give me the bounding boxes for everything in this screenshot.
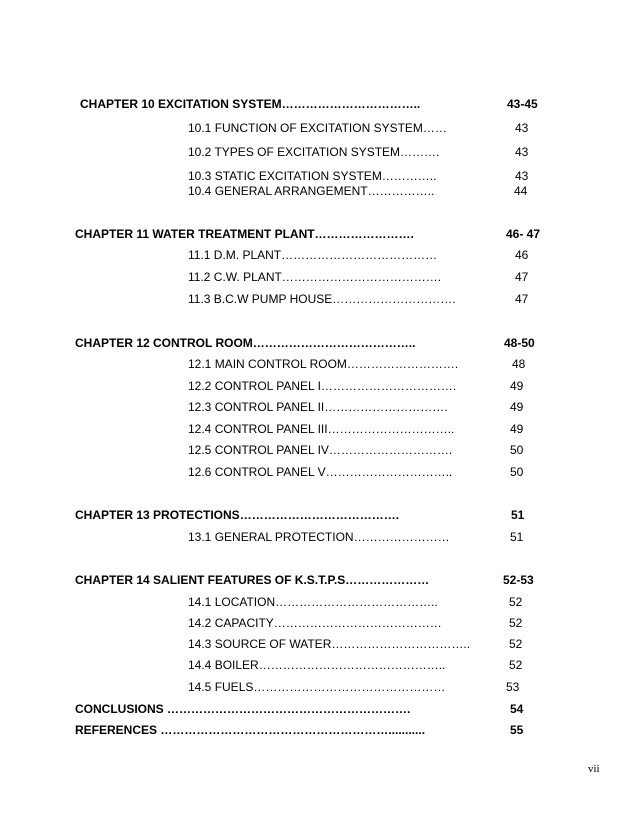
toc-chapter-12-page: 48-50 bbox=[504, 336, 535, 350]
toc-item-14-5: 14.5 FUELS………………………………………… bbox=[188, 680, 446, 694]
toc-item-10-1-page: 43 bbox=[515, 121, 529, 135]
toc-item-10-2: 10.2 TYPES OF EXCITATION SYSTEM………. bbox=[188, 145, 440, 159]
toc-item-12-1-page: 48 bbox=[512, 357, 526, 371]
toc-item-12-2-page: 49 bbox=[510, 379, 524, 393]
toc-chapter-10: CHAPTER 10 EXCITATION SYSTEM…………………………….. bbox=[80, 97, 421, 111]
toc-item-11-3-page: 47 bbox=[515, 292, 529, 306]
toc-item-12-5: 12.5 CONTROL PANEL IV…………………………. bbox=[188, 443, 453, 457]
toc-chapter-14: CHAPTER 14 SALIENT FEATURES OF K.S.T.P.S………………… bbox=[75, 573, 430, 587]
toc-chapter-14-page: 52-53 bbox=[503, 573, 534, 587]
toc-chapter-12: CHAPTER 12 CONTROL ROOM………………………………….. bbox=[75, 336, 416, 350]
toc-conclusions: CONCLUSIONS ……………………………………………………. bbox=[75, 702, 411, 716]
toc-item-12-1: 12.1 MAIN CONTROL ROOM………………………. bbox=[188, 357, 459, 371]
toc-item-12-4-page: 49 bbox=[510, 422, 524, 436]
toc-conclusions-page: 54 bbox=[510, 702, 524, 716]
toc-references: REFERENCES …………………………………………………........... bbox=[75, 723, 426, 737]
toc-item-10-2-page: 43 bbox=[515, 145, 529, 159]
toc-chapter-11: CHAPTER 11 WATER TREATMENT PLANT……………………. bbox=[75, 227, 414, 241]
toc-chapter-13: CHAPTER 13 PROTECTIONS…………………………………. bbox=[75, 508, 400, 522]
toc-item-12-3: 12.3 CONTROL PANEL II…………………………. bbox=[188, 400, 448, 414]
toc-item-14-5-page: 53 bbox=[506, 680, 520, 694]
toc-item-14-1-page: 52 bbox=[509, 595, 523, 609]
toc-item-10-4: 10.4 GENERAL ARRANGEMENT…………….. bbox=[188, 184, 435, 198]
toc-item-11-3: 11.3 B.C.W PUMP HOUSE…………………………. bbox=[188, 292, 456, 306]
toc-item-12-6-page: 50 bbox=[510, 465, 524, 479]
toc-item-10-3-page: 43 bbox=[515, 169, 529, 183]
toc-item-12-6: 12.6 CONTROL PANEL V………………………….. bbox=[188, 465, 453, 479]
toc-item-14-4: 14.4 BOILER……………………………………….. bbox=[188, 658, 446, 672]
page-number: vii bbox=[588, 763, 600, 775]
toc-item-14-3: 14.3 SOURCE OF WATER…………………………….. bbox=[188, 637, 471, 651]
toc-item-13-1: 13.1 GENERAL PROTECTION…………………… bbox=[188, 530, 450, 544]
toc-item-14-1: 14.1 LOCATION………………………………….. bbox=[188, 595, 438, 609]
toc-item-10-1: 10.1 FUNCTION OF EXCITATION SYSTEM…… bbox=[188, 121, 447, 135]
toc-chapter-11-page: 46- 47 bbox=[506, 227, 541, 241]
toc-item-13-1-page: 51 bbox=[510, 530, 524, 544]
toc-item-14-3-page: 52 bbox=[509, 637, 523, 651]
toc-item-11-2: 11.2 C.W. PLANT…………………………………. bbox=[188, 270, 442, 284]
toc-item-12-5-page: 50 bbox=[510, 443, 524, 457]
toc-item-10-4-page: 44 bbox=[514, 184, 528, 198]
toc-chapter-13-page: 51 bbox=[511, 508, 525, 522]
toc-item-12-2: 12.2 CONTROL PANEL I……………………………. bbox=[188, 379, 457, 393]
toc-references-page: 55 bbox=[510, 723, 524, 737]
toc-item-12-4: 12.4 CONTROL PANEL III………………………….. bbox=[188, 422, 455, 436]
toc-item-11-2-page: 47 bbox=[515, 270, 529, 284]
toc-item-12-3-page: 49 bbox=[510, 400, 524, 414]
toc-item-14-2: 14.2 CAPACITY…………………………………… bbox=[188, 616, 442, 630]
toc-chapter-10-page: 43-45 bbox=[507, 97, 538, 111]
toc-item-14-2-page: 52 bbox=[509, 616, 523, 630]
toc-item-14-4-page: 52 bbox=[509, 658, 523, 672]
toc-item-11-1: 11.1 D.M. PLANT………………………………… bbox=[188, 248, 438, 262]
toc-item-11-1-page: 46 bbox=[515, 248, 529, 262]
toc-item-10-3: 10.3 STATIC EXCITATION SYSTEM………….. bbox=[188, 169, 437, 183]
